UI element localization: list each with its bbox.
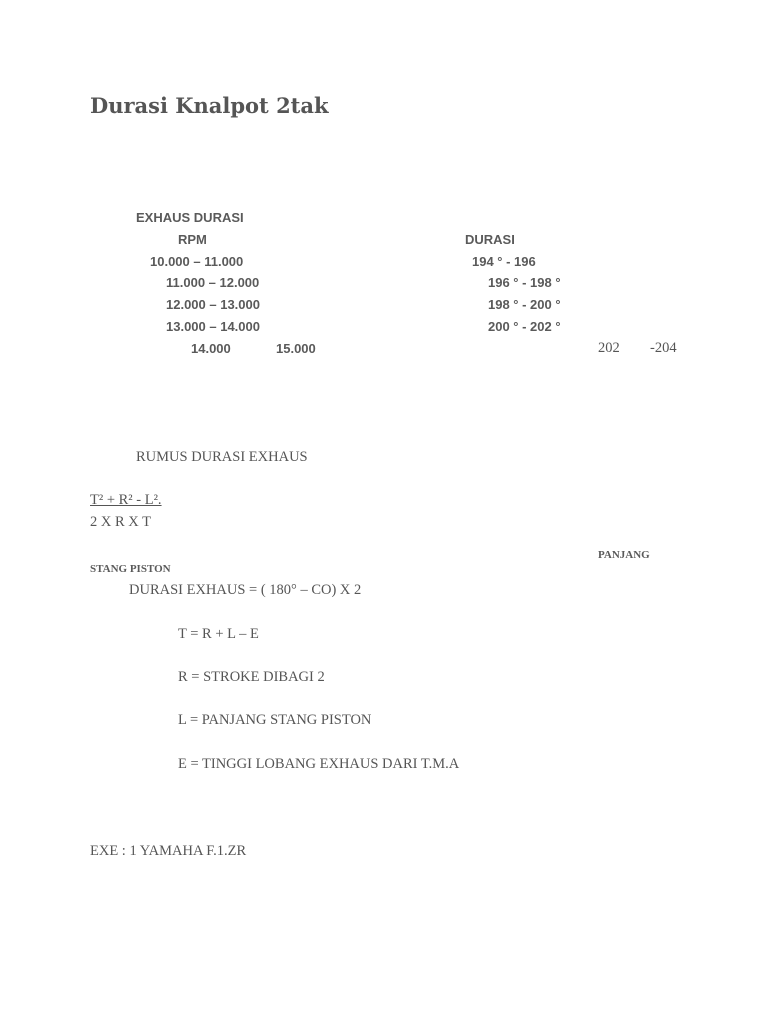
note-stang-piston: STANG PISTON [90, 563, 171, 575]
definition-e: E = TINGGI LOBANG EXHAUS DARI T.M.A [178, 756, 460, 772]
column-header-durasi: DURASI [465, 232, 515, 247]
page-title: Durasi Knalpot 2tak [90, 93, 329, 118]
formula-heading: RUMUS DURASI EXHAUS [136, 449, 308, 465]
formula-numerator: T² + R² - L². [90, 492, 162, 508]
column-header-rpm: RPM [178, 232, 207, 247]
definition-l: L = PANJANG STANG PISTON [178, 712, 372, 728]
table-row-durasi: 194 ° - 196 [472, 254, 536, 269]
table-row-rpm: 11.000 – 12.000 [166, 275, 260, 290]
definition-r: R = STROKE DIBAGI 2 [178, 669, 325, 685]
main-formula: DURASI EXHAUS = ( 180° – CO) X 2 [129, 582, 362, 598]
last-row-durasi-to: -204 [650, 340, 677, 356]
table-row-rpm: 12.000 – 13.000 [166, 297, 260, 312]
table-row-durasi: 198 ° - 200 ° [488, 297, 561, 312]
definition-t: T = R + L – E [178, 626, 259, 642]
formula-denominator: 2 X R X T [90, 514, 151, 530]
last-row-durasi-from: 202 [598, 340, 620, 356]
table-heading: EXHAUS DURASI [136, 210, 244, 225]
example-label: EXE : 1 YAMAHA F.1.ZR [90, 843, 247, 859]
note-panjang: PANJANG [598, 549, 650, 561]
table-row-rpm: 10.000 – 11.000 [150, 254, 244, 269]
table-row-durasi: 200 ° - 202 ° [488, 319, 561, 334]
last-row-rpm-from: 14.000 [191, 341, 231, 356]
last-row-rpm-to: 15.000 [276, 341, 316, 356]
table-row-rpm: 13.000 – 14.000 [166, 319, 260, 334]
table-row-durasi: 196 ° - 198 ° [488, 275, 561, 290]
